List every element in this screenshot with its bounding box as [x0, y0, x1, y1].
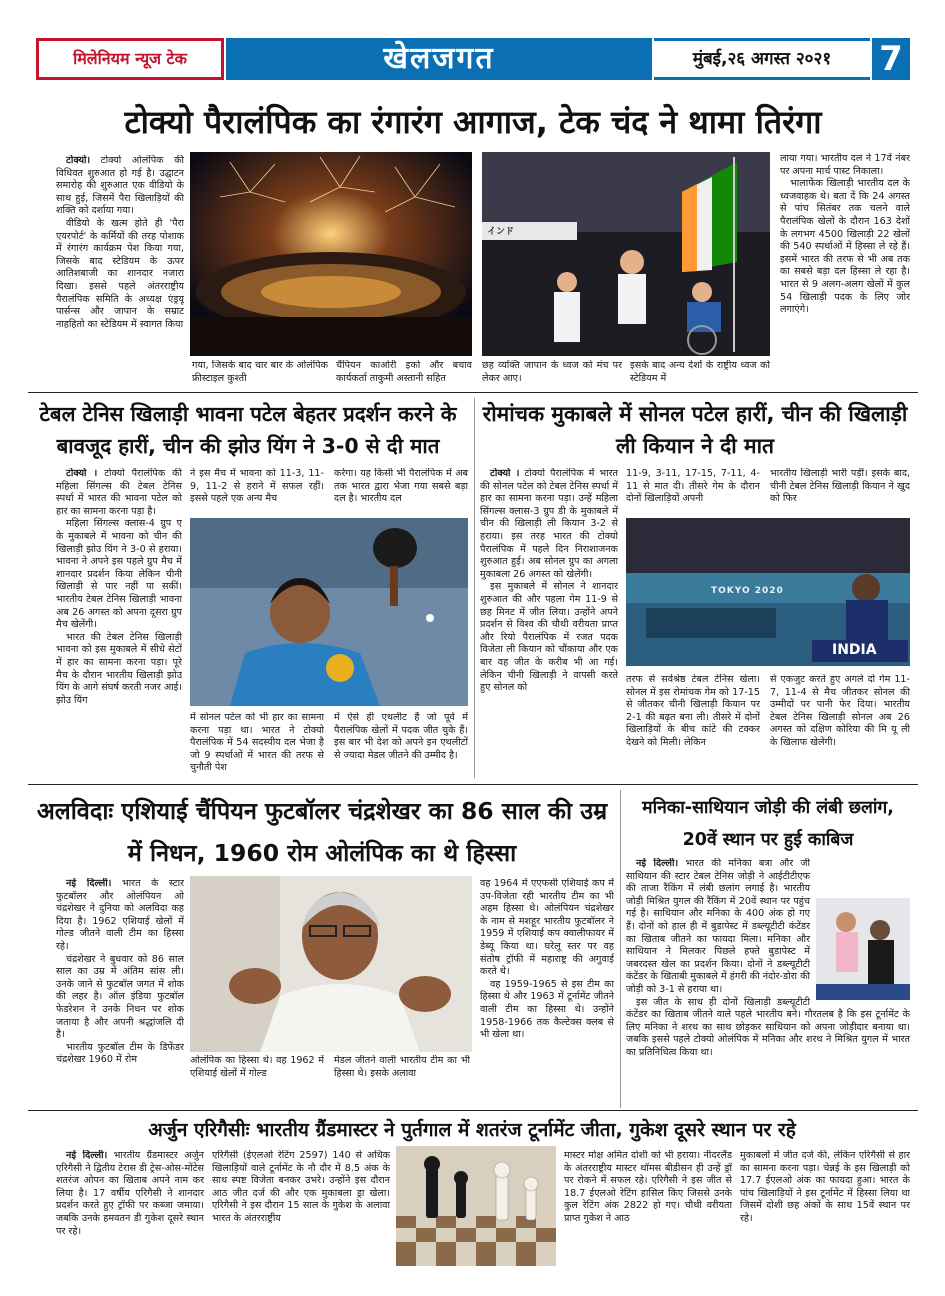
story6-dateline: नई दिल्ली। [66, 1150, 108, 1161]
story3-col3-top: भारतीय खिलाड़ी भारी पड़ीं। इसके बाद, चीनी टेबल टेनिस खिलाड़ी कियान ने खुद को फिर [770, 468, 910, 505]
story3-col1 [480, 468, 618, 778]
photo-stadium-fireworks [190, 152, 472, 356]
story2-headline: टेबल टेनिस खिलाड़ी भावना पटेल बेहतर प्रदर्शन करने के बावजूद हारीं, चीन की झोउ यिंग ने 3-0 से दी मात [39, 402, 457, 458]
story2-text-b: महिला सिंगल्स क्लास-4 ग्रुप ए के मुकाबले में भावना को चीन की खिलाड़ी झोउ यिंग ने 3-0 से हराया। भावना ने अपने इस पहले ग्रुप मैच में शानदार प्रदर्शन किया लेकिन चीनी खिलाड़ी से पार नहीं पा सकीं। भारतीय टेबल टेनिस खिलाड़ी भावना अब 26 अगस्त को अपना दूसरा ग्रुप मैच खेलेंगी। [56, 518, 182, 631]
story6-headline: अर्जुन एरिगैसीः भारतीय ग्रैंडमास्टर ने पुर्तगाल में शतरंज टूर्नामेंट जीता, गुकेश दूसरे स्थान पर रहे [148, 1119, 796, 1141]
photo-bhavina-patel [190, 518, 468, 706]
story2-col3-top: करेगा। यह किसी भी पैरालंपिक में अब तक भारत द्वारा भेजा गया सबसे बड़ा दल है। भारतीय दल [334, 468, 468, 505]
story4-col3-bottom: मेडल जीतने वाली भारतीय टीम का भी हिस्सा थे। इसके अलावा [334, 1055, 470, 1079]
photo1-caption-b: चैंपियन काओरी इको और बचाव कार्यकर्ता ताकुमी अस्तानी सहित [336, 360, 472, 384]
story4-col4 [480, 878, 614, 1083]
story6-text-a: भारतीय ग्रैंडमास्टर अर्जुन एरिगैसी ने द्वितीय टेरास डी ट्रेस-ओस-मोंटेस शतरंज ओपन का खिताब अपने नाम कर लिया है। 17 वर्षीय एरिगैसी ने शानदार प्रदर्शन करते हुए ट्रॉफी पर कब्जा जमाया। जबकि उनके हमवतन डी गुकेश दूसरे स्थान पर रहे। [56, 1150, 204, 1237]
story3-dateline: टोक्यो । [490, 468, 520, 479]
story4-text-a: भारत के स्टार फुटबॉलर और ओलंपियन ओ चंद्रशेखर ने दुनिया को अलविदा कह दिया है। 1962 एशियाई खेलों में गोल्ड जीतने वाली टीम का हिस्सा रहे। [56, 878, 184, 952]
photo-tokyo-sign: TOKYO 2020 [711, 586, 784, 596]
story2-col2-bottom: में सोनल पटेल को भी हार का सामना करना पड़ा था। भारत ने टोक्यो पैरालंपिक में 54 सदस्यीय दल भेजा है जो 9 स्पर्धाओं में भारत की तरफ से चुनौती पेश [190, 712, 324, 774]
story2-text-a: टोक्यो पैरालंपिक की महिला सिंगल्स की टेबल टेनिस स्पर्धा में भारत की भावना पटेल को हार का सामना करना पड़ा है। [56, 468, 182, 517]
story2-col1 [56, 468, 182, 776]
story3-col2-bottom: तरफ से सर्वश्रेष्ठ टेबल टेनिस खेला। सोनल में इस रोमांचक गेम को 17-15 से जीतकर चीनी खिलाड़ी कियान पर 2-1 की बढ़त बना ली। तीसरे में दोनों खिलाड़ियों के बीच कांटे की टक्कर देखने को मिली। लेकिन [626, 674, 760, 748]
story3-text-a: टोक्यो पैरालंपिक में भारत की सोनल पटेल को टेबल टेनिस स्पर्धा में हार का सामना करना पड़ा। उन्हें महिला सिंगल्स क्लास-3 ग्रुप डी के मुकाबले में चीन की खिलाड़ी ली कियान 3-2 से हराया। इस तरह भारत की टोक्यो पैरालंपिक में पहले दिन निराशाजनक शुरुआत हुई। अब सोनल ग्रुप का अगला मुकाबला 26 अगस्त को खेलेंगी। [480, 468, 618, 580]
story6-text-d: मुकाबलों में जीत दर्ज की, लेकिन एरिगैसी से हार का सामना करना पड़ा। चेन्नई के इस खिलाड़ी को 17.7 ईएलओ अंक का फायदा हुआ। भारत के पांच खिलाड़ियों ने इस टूर्नामेंट में हिस्सा लिया था जिसमें दोशी छह अंकों के साथ 15वें स्थान पर रहे। [740, 1150, 910, 1224]
paper-name: मिलेनियम न्यूज टेक [36, 38, 224, 80]
story2-col3-bottom: में ऐसे ही एथलीट हैं जो पूर्व में पैरालंपिक खेलों में पदक जीत चुके हैं। इस बार भी देश को अपने इन एथलीटों से ज्यादा मेडल जीतने की उम्मीद है। [334, 712, 468, 761]
story3-col2-top: 11-9, 3-11, 17-15, 7-11, 4-11 से मात दी। तीसरे गेम के दौरान दोनों खिलाड़ियों अपनी [626, 468, 760, 505]
story1-col4 [780, 153, 910, 389]
story1-dateline: टोक्यो। [66, 155, 91, 166]
masthead [0, 0, 945, 80]
story1-text-b: वीडियो के खत्म होते ही 'पैरा एयरपोर्ट' के कर्मियों की तरह पोशाक में रंगारंग कार्यक्रम पेश किया गया, जिसके बाद स्टेडियम के ऊपर आतिशबाजी का शानदार नजारा दिखा। इससे पहले अंतरराष्ट्रीय पैरालंपिक समिति के अध्यक्ष एंड्रयू पार्सन्स और जापान के सम्राट नाहहितो का स्टेडियम में स्वागत किया [56, 217, 184, 330]
story4-headline: अलविदाः एशियाई चैंपियन फुटबॉलर चंद्रशेखर का 86 साल की उम्र में निधन, 1960 रोम ओलंपिक का थे हिस्सा [36, 797, 608, 867]
story6-text-c: मास्टर मोक्ष अमित दोशी को भी हराया। नीदरलैंड के अंतरराष्ट्रीय मास्टर थॉमस बीडीसन ही उन्हें ड्रॉ पर रोकने में सफल रहे। एरिगैसी ने इस जीत से 18.7 ईएलओ रेटिंग हासिल किए जिससे उनके कुल रेटिंग अंक 2822 हो गए। चौथी वरीयता प्राप्त गुकेश ने आठ [564, 1150, 732, 1224]
story4-text-c: भारतीय फुटबॉल टीम के डिफेंडर चंद्रशेखर 1960 में रोम [56, 1041, 184, 1066]
photo-board-text: インド [487, 227, 515, 237]
story6-text-b: एरिगैसी (ईएलओ रेटिंग 2597) 140 से अधिक खिलाड़ियों वाले टूर्नामेंट के नौ दौर में 8.5 अंक के साथ स्पष्ट विजेता बनकर उभरे। उन्होंने इस दौरान आठ जीत दर्ज की और एक मुकाबला ड्रा खेला। एरिगैसी ने इस दौरान 15 साल के गुकेश के अलावा भारत के अंतरराष्ट्रीय [212, 1150, 390, 1224]
story1-headline: टोक्यो पैरालंपिक का रंगारंग आगाज, टेक चंद ने थामा तिरंगा [124, 103, 822, 141]
story3-col3-bottom: से एकजुट करते हुए अगले दो गेम 11-7, 11-4 से मैच जीतकर सोनल की उम्मीदों पर पानी फेर दिया। भारतीय टेबल टेनिस खिलाड़ी सोनल अब 26 अगस्त को दक्षिण कोरिया की मि यू ली के खिलाफ खेलेंगी। [770, 674, 910, 748]
story1-text-c: लाया गया। भारतीय दल ने 17वें नंबर पर अपना मार्च पास्ट निकाला। [780, 153, 910, 177]
page-number: 7 [872, 38, 910, 80]
story5-text-a: भारत की मनिका बत्रा और जी साथियान की स्टार टेबल टेनिस जोड़ी ने आईटीटीएफ की ताजा रैंकिंग में लंबी छलांग लगाई है। भारतीय जोड़ी मिश्रित युगल की रैंकिंग में 20वें स्थान पर पहुंच गई है। साथियान और मनिका के 400 अंक हो गए हैं। दोनों को हाल ही में बुडापेस्ट में डब्ल्यूटीटी कंटेंडर का खिताब जीतने का फायदा मिला। मनिका और साथियान ने मिलकर पिछले हफ्ते बुडापेस्ट में जबरदस्त खेल का प्रदर्शन किया। दोनों ने डब्ल्यूटीटी कंटेंडर के खिताबी मुकाबले में हंगरी की नंदोर-डोरा की जोड़ी को 3-1 से हराया था। [626, 858, 810, 995]
photo1-caption-a: गया, जिसके बाद चार बार के ओलंपिक फ्रीस्टाइल कुश्ती [192, 360, 328, 384]
story6-col1 [56, 1150, 204, 1262]
story6-col2 [212, 1150, 390, 1262]
photo-chess-board [396, 1146, 556, 1266]
story3-text-b: इस मुकाबले में सोनल ने शानदार शुरुआत की और पहला गेम 11-9 से छह मिनट में जीत लिया। उन्होंने अपने प्रदर्शन से विश्व की चौथी वरीयता प्राप्त और रियो पैरालंपिक में रजत पदक विजेता ली कियान को चौंकाया और एक बार वह जीत के करीब भी आ गई। लेकिन चीनी खिलाड़ी ने वापसी करते हुए सोनल को [480, 581, 618, 694]
divider [28, 784, 918, 785]
story4-dateline: नई दिल्ली। [66, 878, 112, 889]
story2-col2-top: ने इस मैच में भावना को 11-3, 11-9, 11-2 से हराने में सफल रहीं। इससे पहले एक अन्य मैच [190, 468, 324, 505]
story5-headline: मनिका-साथियान जोड़ी की लंबी छलांग, 20वें स्थान पर हुई काबिज [642, 798, 894, 850]
divider [620, 790, 621, 1108]
story4-text-b: चंद्रशेखर ने बुधवार को 86 साल साल का उम्र में अंतिम सांस ली। उनके जाने से फुटबॉल जगत में शोक की लहर है। ऑल इंडिया फुटबॉल फेडरेशन ने उनके निधन पर शोक जताया है और अपनी श्रद्धांजलि दी है। [56, 953, 184, 1041]
story2-text-c: भारत की टेबल टेनिस खिलाड़ी भावना को इस मुकाबले में सीधे सेटों में हार का सामना करना पड़ा। पूरे मैच के दौरान भारतीय खिलाड़ी झोउ यिंग के आगे संघर्ष करती नजर आई। झोउ यिंग [56, 631, 182, 706]
story5-dateline: नई दिल्ली। [636, 858, 679, 869]
divider [28, 392, 918, 393]
story2-dateline: टोक्यो । [66, 468, 98, 479]
photo2-caption-a: छह व्यक्ति जापान के ध्वज को मंच पर लेकर आए। [482, 360, 622, 384]
story4-text-d: वह 1964 में एएफसी एशियाई कप में उप-विजेता रही भारतीय टीम का भी अहम हिस्सा थे। ओलंपियन चंद्रशेखर के नाम से मशहूर भारतीय फुटबॉलर ने 1959 में एशियाई कप क्वालीफायर में डेब्यू किया था। घरेलू स्तर पर वह संतोष ट्रॉफी में महाराष्ट्र की अगुवाई करते थे। [480, 878, 614, 978]
story3-headline: रोमांचक मुकाबले में सोनल पटेल हारीं, चीन की खिलाड़ी ली कियान ने दी मात [482, 402, 908, 458]
photo-sonal-patel [626, 518, 910, 666]
story1-text-d: भालाफेंक खिलाड़ी भारतीय दल के ध्वजवाहक थे। बता दें कि 24 अगस्त से पांच सितंबर तक चलने वाले पैरालंपिक खेलों के दौरान 163 देशों के लगभग 4500 खिलाड़ी 22 खेलों की 540 स्पर्धाओं में हिस्सा ले रहे हैं। इसमें भारत की तरफ से भी अब तक का सबसे बड़ा दल हिस्सा ले रहा है। भारत से 9 अलग-अलग खेलों में कुल 54 खिलाड़ी पदक के लिए जोर लगाएंगे। [780, 178, 910, 316]
story4-col1 [56, 878, 184, 1076]
photo-manika-sathiyan [816, 898, 910, 1000]
section-title: खेलजगत [226, 38, 652, 80]
story5-text-b: इस जीत के साथ ही दोनों खिलाड़ी डब्ल्यूटीटी कंटेंडर का खिताब जीतने वाले पहले भारतीय बने। गौरतलब है कि इस टूर्नामेंट के लिए मनिका ने शरथ का साथ छोड़कर साथियान को अपना जोड़ीदार बनाया था।जबकि इससे पहले टोक्यो ओलंपिक में मनिका और शरथ ने मिश्रित युगल में भारत का प्रतिनिधित्व किया था। [626, 996, 910, 1058]
story4-col2-bottom: ओलंपिक का हिस्सा थे। वह 1962 में एशियाई खेलों में गोल्ड [190, 1055, 324, 1079]
issue-date: मुंबई,२६ अगस्त २०२१ [654, 38, 870, 80]
story6-col4 [740, 1150, 910, 1262]
photo-indian-flag-bearer [482, 152, 770, 356]
divider [28, 1110, 918, 1111]
story5-body [626, 858, 910, 1110]
photo-chandrasekhar [190, 876, 472, 1052]
photo2-caption-b: इसके बाद अन्य देशों के राष्ट्रीय ध्वज को स्टेडियम में [630, 360, 770, 384]
story1-col1 [56, 155, 184, 387]
story6-col3 [564, 1150, 732, 1262]
story1-text-a: टोक्यो ओलंपिक की विधिवत शुरुआत हो गई है। उद्घाटन समारोह की शुरुआत एक वीडियो के साथ हुई, जिसमें पैरा खिलाड़ियों की शक्ति को दर्शाया गया। [56, 155, 184, 217]
photo-india-sign: INDIA [832, 642, 877, 658]
divider [474, 398, 475, 778]
story4-text-e: वह 1959-1965 से इस टीम का हिस्सा थे और 1963 में टूर्नामेंट जीतने वाली टीम का हिस्सा थे। उन्होंने 1958-1966 तक कैल्टेक्स क्लब से भी खेला था। [480, 978, 614, 1041]
